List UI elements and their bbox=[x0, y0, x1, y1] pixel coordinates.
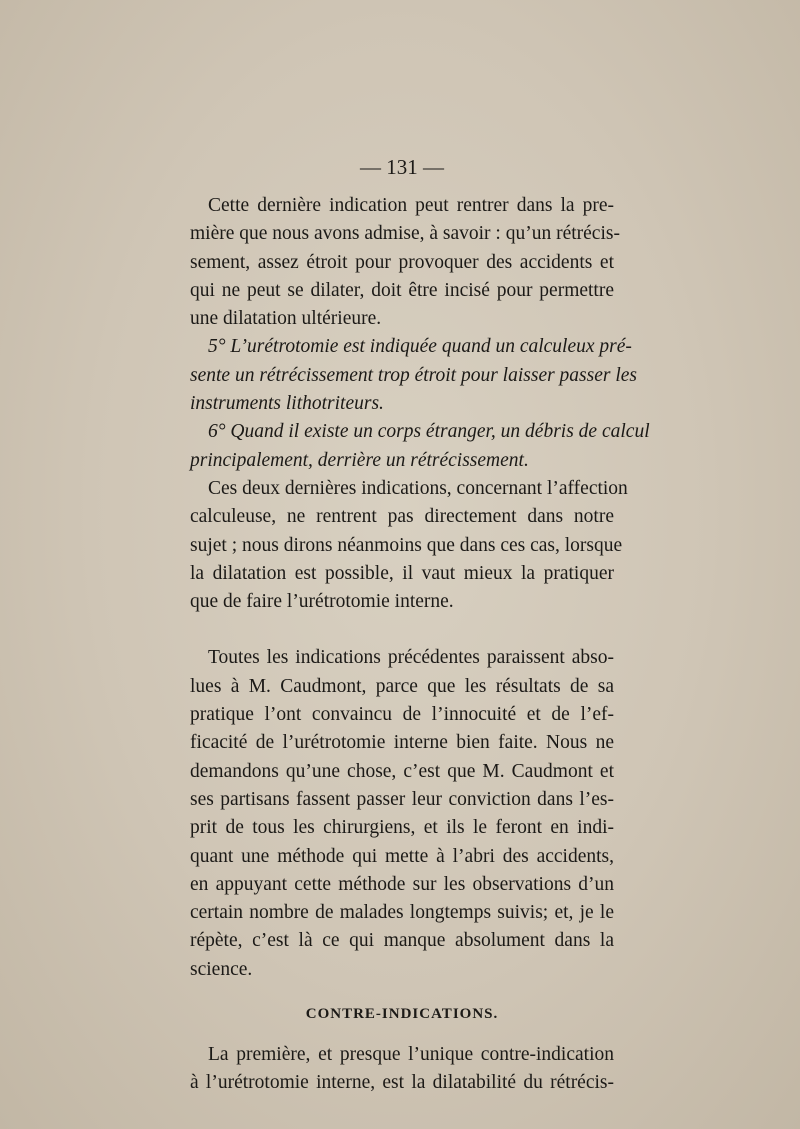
text-line: sujet ; nous dirons néanmoins que dans ces cas, lorsque bbox=[190, 534, 623, 556]
text-line: que de faire l’urétrotomie interne. bbox=[190, 591, 454, 613]
text-line: la dilatation est possible, il vaut mieux la pratiquer bbox=[190, 562, 614, 584]
text-line: demandons qu’une chose, c’est que M. Caudmont et bbox=[190, 760, 614, 782]
text-line: lues à M. Caudmont, parce que les résultats de sa bbox=[190, 675, 614, 697]
paragraph-4 bbox=[190, 475, 628, 616]
text-line: calculeuse, ne rentrent pas directement dans notre bbox=[190, 506, 614, 528]
paragraph-3 bbox=[190, 418, 650, 475]
text-line: 5° L’urétrotomie est indiquée quand un calculeux pré- bbox=[208, 336, 632, 358]
text-line: science. bbox=[190, 958, 253, 980]
text-line: à l’urétrotomie interne, est la dilatabilité du rétrécis- bbox=[190, 1072, 614, 1094]
text-line: sement, assez étroit pour provoquer des accidents et bbox=[190, 251, 614, 273]
text-line: Ces deux dernières indications, concernant l’affection bbox=[208, 477, 628, 499]
text-line: une dilatation ultérieure. bbox=[190, 308, 382, 330]
page-number: — 131 — bbox=[360, 155, 444, 179]
text-line: sente un rétrécissement trop étroit pour laisser passer les bbox=[190, 364, 638, 386]
paragraph-5 bbox=[190, 644, 614, 984]
text-line: certain nombre de malades longtemps suivis; et, je le bbox=[190, 902, 614, 924]
text-line: instruments lithotriteurs. bbox=[190, 393, 384, 415]
paragraph-2 bbox=[190, 333, 638, 418]
text-line: mière que nous avons admise, à savoir : qu’un rétrécis- bbox=[190, 223, 620, 245]
paragraph-1 bbox=[190, 192, 620, 333]
text-line: pratique l’ont convaincu de l’innocuité et de l’ef- bbox=[190, 704, 614, 726]
text-line: 6° Quand il existe un corps étranger, un débris de calcul bbox=[208, 421, 650, 443]
section-heading: CONTRE-INDICATIONS. bbox=[305, 1006, 499, 1023]
text-line: répète, c’est là ce qui manque absolument dans la bbox=[190, 930, 614, 952]
text-line: en appuyant cette méthode sur les observations d’un bbox=[190, 873, 614, 895]
text-line: La première, et presque l’unique contre-indication bbox=[208, 1044, 614, 1066]
text-line: principalement, derrière un rétrécissement. bbox=[190, 449, 529, 471]
text-line: ses partisans fassent passer leur conviction dans l’es- bbox=[190, 788, 614, 810]
text-line: Cette dernière indication peut rentrer dans la pre- bbox=[208, 195, 614, 216]
page-text bbox=[190, 150, 650, 1098]
paragraph-spacer bbox=[190, 616, 614, 644]
paragraph-6 bbox=[190, 1041, 614, 1098]
text-line: qui ne peut se dilater, doit être incisé pour permettre bbox=[190, 279, 614, 301]
text-line: Toutes les indications précédentes paraissent abso- bbox=[208, 647, 614, 669]
text-line: quant une méthode qui mette à l’abri des accidents, bbox=[190, 845, 614, 867]
text-line: ficacité de l’urétrotomie interne bien faite. Nous ne bbox=[190, 732, 614, 754]
text-line: prit de tous les chirurgiens, et ils le feront en indi- bbox=[190, 817, 614, 839]
